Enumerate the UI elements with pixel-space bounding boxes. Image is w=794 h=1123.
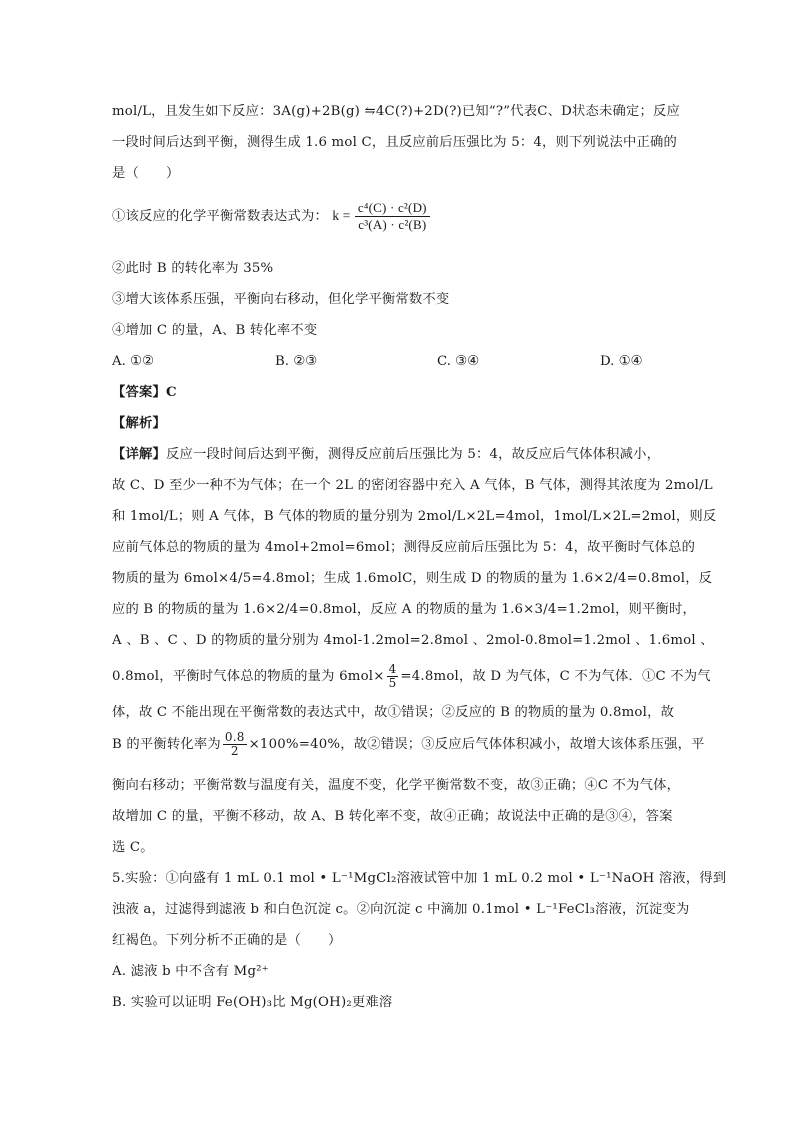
q4-statement-4: ④增加 C 的量，A、B 转化率不变: [112, 323, 318, 338]
detail-text-10b: ×100%=40%，故②错误；③反应后气体体积减小，故增大该体系压强，平: [248, 737, 705, 752]
detail-line-13: 选 C。: [112, 840, 154, 855]
q4-statement-1: [112, 200, 430, 233]
answer-label: 【答案】C: [112, 385, 177, 400]
detail-text-10a: B 的平衡转化率为: [112, 737, 221, 752]
fraction-conversion: [223, 731, 247, 758]
option-c[interactable]: C. ③④: [437, 354, 479, 369]
detail-text-8a: 0.8mol，平衡时气体总的物质的量为 6mol×: [112, 669, 385, 684]
detail-tag: 【详解】: [112, 447, 166, 462]
detail-line-3: 和 1mol/L；则 A 气体，B 气体的物质的量分别为 2mol/L×2L=4mol，1mol/L×2L=2mol，则反: [112, 509, 717, 524]
detail-line-1: [112, 445, 660, 465]
statement-1-text: ①该反应的化学平衡常数表达式为：: [112, 209, 328, 224]
detail-line-5: 物质的量为 6mol×4/5=4.8mol；生成 1.6molC，则生成 D 的物质的量为 1.6×2/4=0.8mol，反: [112, 571, 713, 586]
detail-line-12: 故增加 C 的量，平衡不移动，故 A、B 转化率不变，故④正确；故说法中正确的是③④，答案: [112, 809, 673, 824]
q5-stem-line-1: 5.实验：①向盛有 1 mL 0.1 mol • L⁻¹MgCl₂溶液试管中加 1 mL 0.2 mol • L⁻¹NaOH 溶液，得到: [112, 871, 727, 886]
q4-stem-line-2: 一段时间后达到平衡，测得生成 1.6 mol C，且反应前后压强比为 5：4，则下列说法中正确的: [112, 135, 678, 150]
q4-statement-3: ③增大该体系压强，平衡向右移动，但化学平衡常数不变: [112, 292, 450, 307]
q5-option-b[interactable]: B. 实验可以证明 Fe(OH)₃比 Mg(OH)₂更难溶: [112, 995, 393, 1010]
option-b[interactable]: B. ②③: [275, 354, 318, 369]
q4-stem-line-1: mol/L，且发生如下反应：3A(g)+2B(g) ⇋4C(?)+2D(?)已知“?”代表C、D状态未确定；反应: [112, 104, 680, 119]
fraction-four-fifths: [387, 663, 399, 690]
detail-line-10: [112, 729, 705, 761]
equilibrium-constant-fraction: [355, 200, 430, 233]
detail-line-11: 衡向右移动；平衡常数与温度有关，温度不变，化学平衡常数不变，故③正确；④C 不为气体，: [112, 778, 681, 793]
detail-line-7: A 、B 、C 、D 的物质的量分别为 4mol-1.2mol=2.8mol 、2mol-0.8mol=1.2mol 、1.6mol 、: [112, 633, 714, 648]
detail-line-6: 应的 B 的物质的量为 1.6×2/4=0.8mol，反应 A 的物质的量为 1.6×3/4=1.2mol，则平衡时，: [112, 602, 697, 617]
q4-statement-2: ②此时 B 的转化率为 35%: [112, 261, 274, 276]
detail-line-2: 故 C、D 至少一种不为气体；在一个 2L 的密闭容器中充入 A 气体，B 气体，测得其浓度为 2mol/L: [112, 478, 713, 493]
frac-den: 5: [388, 676, 397, 690]
option-d[interactable]: D. ①④: [600, 354, 643, 369]
frac-den: 2: [223, 744, 247, 758]
analysis-heading: 【解析】: [112, 416, 166, 431]
detail-line-9: 体，故 C 不能出现在平衡常数的表达式中，故①错误；②反应的 B 的物质的量为 0.8mol，故: [112, 705, 675, 720]
fraction-denominator: c³(A) · c²(B): [355, 216, 430, 233]
detail-text-1: 反应一段时间后达到平衡，测得反应前后压强比为 5：4，故反应后气体体积减小，: [166, 447, 661, 462]
frac-num: 4: [388, 662, 397, 676]
frac-num: 0.8: [224, 730, 245, 744]
fraction-numerator: c⁴(C) · c²(D): [357, 200, 427, 215]
q5-stem-line-2: 浊液 a，过滤得到滤液 b 和白色沉淀 c。②向沉淀 c 中滴加 0.1mol • L⁻¹FeCl₃溶液，沉淀变为: [112, 902, 690, 917]
option-a[interactable]: A. ①②: [112, 354, 154, 369]
q5-option-a[interactable]: A. 滤液 b 中不含有 Mg²⁺: [112, 964, 269, 979]
q5-stem-line-3: 红褐色。下列分析不正确的是（ ）: [112, 933, 342, 948]
detail-text-8b: =4.8mol，故 D 为气体，C 不为气体．①C 不为气: [400, 669, 711, 684]
detail-line-4: 应前气体总的物质的量为 4mol+2mol=6mol；测得反应前后压强比为 5：4，故平衡时气体总的: [112, 540, 696, 555]
k-symbol: k =: [332, 208, 351, 223]
q4-stem-line-3: 是（ ）: [112, 166, 180, 181]
detail-line-8: [112, 662, 711, 692]
